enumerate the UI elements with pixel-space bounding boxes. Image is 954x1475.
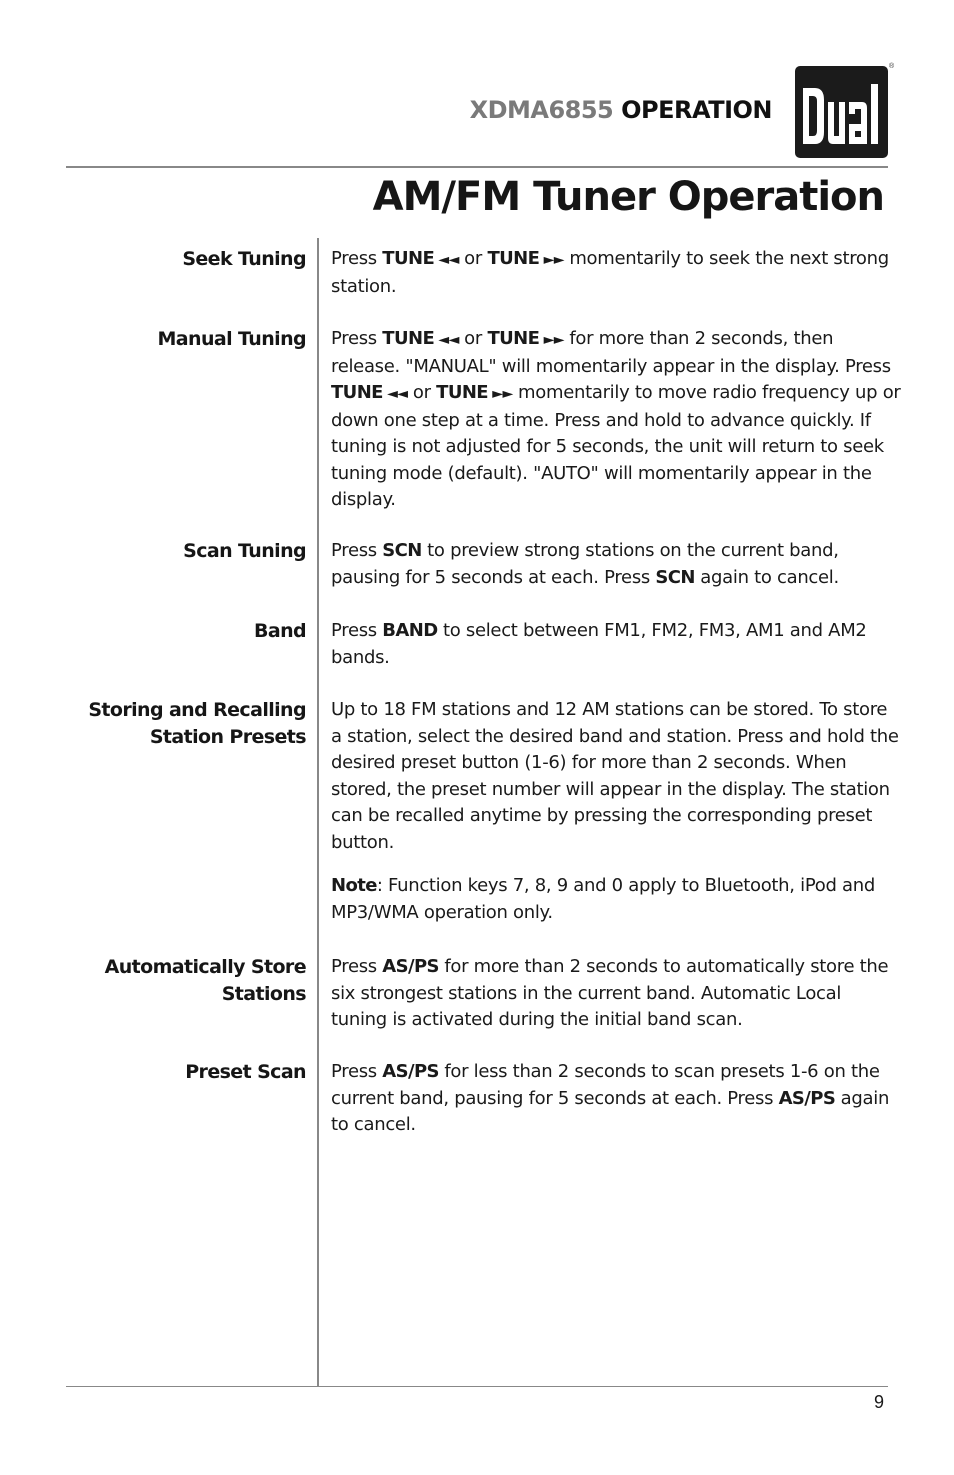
manual-tuning-text: Press TUNE ◄◄ or TUNE ►► for more than 2 seconds, then release. "MANUAL" will momentarily appear in the display. Press TUNE ◄◄ or TUNE ►► momentarily to move radio frequency up or down one step at a time. Press and hold to advance quickly. If tuning is not adjusted for 5 seconds, the unit will return to seek tuning mode (default). "AUTO" will momentarily appear in the display. bbox=[331, 328, 901, 510]
registered-mark-icon: ® bbox=[889, 63, 895, 70]
preset-scan-text: Press AS/PS for less than 2 seconds to scan presets 1-6 on the current band, pausing for 5 seconds at each. Press AS/PS again to cancel. bbox=[331, 1061, 890, 1135]
fast-forward-icon: ►► bbox=[539, 332, 564, 348]
header-divider bbox=[66, 166, 888, 168]
fast-forward-icon: ►► bbox=[488, 386, 513, 402]
scan-tuning-text: Press SCN to preview strong stations on the current band, pausing for 5 seconds at each. Press SCN again to cancel. bbox=[331, 540, 839, 588]
dual-logo bbox=[795, 66, 888, 158]
section-name: OPERATION bbox=[621, 96, 772, 124]
scan-tuning-label: Scan Tuning bbox=[183, 540, 306, 562]
seek-tuning-text: Press TUNE ◄◄ or TUNE ►► momentarily to seek the next strong station. bbox=[331, 248, 889, 297]
model-number: XDMA6855 bbox=[469, 96, 614, 124]
band-text: Press BAND to select between FM1, FM2, FM3, AM1 and AM2 bands. bbox=[331, 620, 867, 668]
autostore-text: Press AS/PS for more than 2 seconds to automatically store the six strongest stations in the current band. Automatic Local tuning is activated during the initial band scan. bbox=[331, 956, 889, 1030]
rewind-icon: ◄◄ bbox=[382, 386, 408, 402]
presets-label: Storing and Recalling Station Presets bbox=[88, 699, 306, 748]
rewind-icon: ◄◄ bbox=[434, 332, 459, 348]
fast-forward-icon: ►► bbox=[539, 252, 564, 268]
header-title bbox=[470, 96, 772, 124]
footer-divider bbox=[66, 1386, 888, 1387]
seek-tuning-label: Seek Tuning bbox=[182, 248, 306, 270]
column-divider bbox=[317, 238, 319, 1387]
presets-note: Note: Function keys 7, 8, 9 and 0 apply to Bluetooth, iPod and MP3/WMA operation only. bbox=[331, 875, 875, 923]
page-number: 9 bbox=[873, 1392, 884, 1412]
band-label: Band bbox=[253, 620, 306, 642]
presets-text: Up to 18 FM stations and 12 AM stations can be stored. To store a station, select the desired band and station. Press and hold the desired preset button (1-6) for more than 2 seconds. When stored, the preset number will appear in the display. The station can be recalled anytime by pressing the corresponding preset button. bbox=[331, 699, 899, 853]
preset-scan-label: Preset Scan bbox=[185, 1061, 306, 1083]
page-title: AM/FM Tuner Operation bbox=[372, 174, 884, 220]
manual-tuning-label: Manual Tuning bbox=[157, 328, 306, 350]
autostore-label: Automatically Store Stations bbox=[104, 956, 306, 1005]
rewind-icon: ◄◄ bbox=[434, 252, 459, 268]
